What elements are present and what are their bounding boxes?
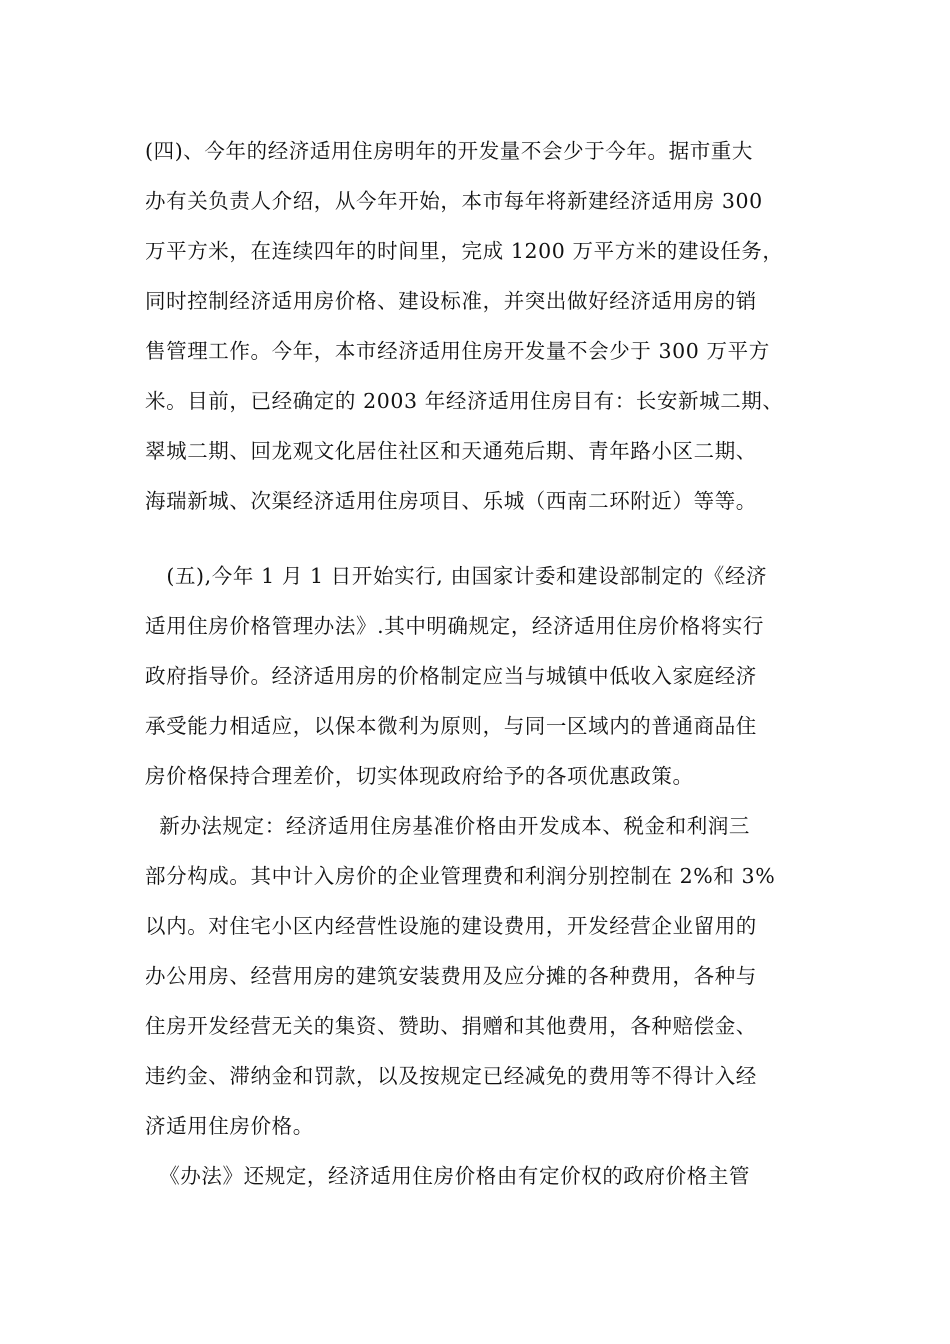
new-rules-line: 新办法规定：经济适用住房基准价格由开发成本、税金和利润三 — [145, 814, 751, 838]
paragraph-4-line: 同时控制经济适用房价格、建设标准，并突出做好经济适用房的销 — [145, 289, 757, 313]
paragraph-5-line: (五),今年 1 月 1 日开始实行, 由国家计委和建设部制定的《经济 — [145, 564, 768, 588]
paragraph-4-line: 办有关负责人介绍，从今年开始，本市每年将新建经济适用房 300 — [145, 189, 763, 213]
paragraph-5-line: 承受能力相适应，以保本微利为原则，与同一区域内的普通商品住 — [145, 714, 757, 738]
paragraph-4-line: 售管理工作。今年，本市经济适用住房开发量不会少于 300 万平方 — [145, 339, 770, 363]
paragraph-5-line: 政府指导价。经济适用房的价格制定应当与城镇中低收入家庭经济 — [145, 664, 757, 688]
new-rules-line: 办公用房、经营用房的建筑安装费用及应分摊的各种费用，各种与 — [145, 964, 757, 988]
new-rules-line: 违约金、滞纳金和罚款，以及按规定已经减免的费用等不得计入经 — [145, 1064, 757, 1088]
paragraph-4-line: (四)、今年的经济适用住房明年的开发量不会少于今年。据市重大 — [145, 139, 753, 163]
paragraph-4-line: 海瑞新城、次渠经济适用住房项目、乐城（西南二环附近）等等。 — [145, 489, 757, 513]
paragraph-4-line: 米。目前，已经确定的 2003 年经济适用住房目有：长安新城二期、 — [145, 389, 784, 413]
paragraph-5-line: 房价格保持合理差价，切实体现政府给予的各项优惠政策。 — [145, 764, 694, 788]
measures-line: 《办法》还规定，经济适用住房价格由有定价权的政府价格主管 — [145, 1164, 751, 1188]
new-rules-line: 济适用住房价格。 — [145, 1114, 314, 1138]
paragraph-5-line: 适用住房价格管理办法》.其中明确规定，经济适用住房价格将实行 — [145, 614, 765, 638]
paragraph-4-line: 万平方米，在连续四年的时间里，完成 1200 万平方米的建设任务， — [145, 239, 784, 263]
new-rules-line: 部分构成。其中计入房价的企业管理费和利润分别控制在 2%和 3% — [145, 864, 776, 888]
new-rules-line: 以内。对住宅小区内经营性设施的建设费用，开发经营企业留用的 — [145, 914, 757, 938]
paragraph-4-line: 翠城二期、回龙观文化居住社区和天通苑后期、青年路小区二期、 — [145, 439, 757, 463]
new-rules-line: 住房开发经营无关的集资、赞助、捐赠和其他费用，各种赔偿金、 — [145, 1014, 757, 1038]
